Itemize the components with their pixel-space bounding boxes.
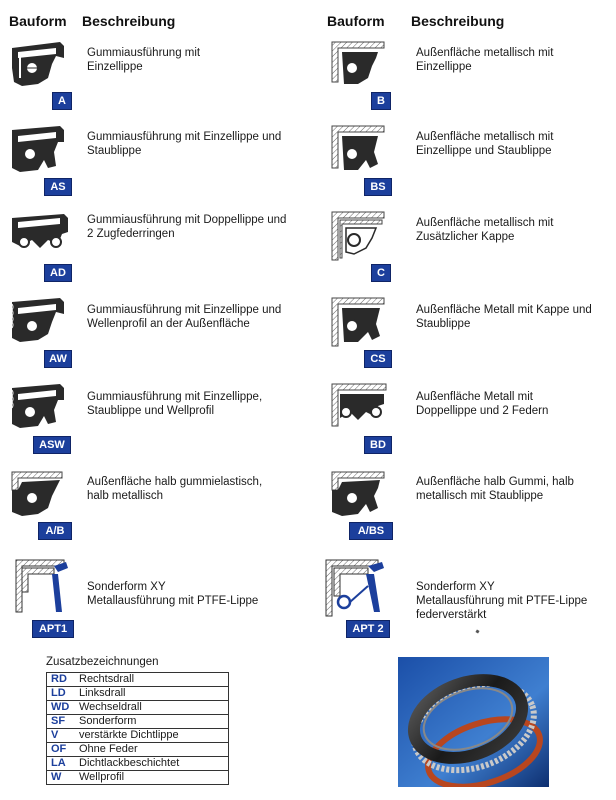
desc-a-b: Außenfläche halb gummielastisch, halb metallisch xyxy=(87,476,263,502)
desc-b: Außenfläche metallisch mit Einzellippe xyxy=(416,47,554,73)
seal-apt1 xyxy=(14,552,70,622)
badge-c: C xyxy=(371,264,391,282)
stray-mark xyxy=(475,629,479,633)
desc-asw: Gummiausführung mit Einzellippe, Staublippe und Wellprofil xyxy=(87,391,263,417)
badge-cs: CS xyxy=(364,350,392,368)
table-row: SF Sonderform xyxy=(47,715,229,729)
seal-cross-section-icon xyxy=(324,556,388,622)
desc-bs: Außenfläche metallisch mit Einzellippe und Staublippe xyxy=(416,131,554,157)
badge-a-bs: A/BS xyxy=(349,522,393,540)
table-row: W Wellprofil xyxy=(47,771,229,785)
header-bauform-right: Bauform xyxy=(327,13,385,29)
badge-a: A xyxy=(52,92,72,110)
desc-apt1: Sonderform XY Metallausführung mit PTFE-Lippe xyxy=(87,581,259,607)
desc-c: Außenfläche metallisch mit Zusätzlicher Kappe xyxy=(416,217,554,243)
badge-bs: BS xyxy=(364,178,392,196)
badge-ad: AD xyxy=(44,264,72,282)
desc-a-bs: Außenfläche halb Gummi, halb metallisch mit Staublippe xyxy=(416,476,574,502)
desc-a: Gummiausführung mit Einzellippe xyxy=(87,47,201,73)
table-row: WD Wechseldrall xyxy=(47,701,229,715)
table-row: LA Dichtlackbeschichtet xyxy=(47,757,229,771)
desc-apt2: Sonderform XY Metallausführung mit PTFE-Lippe federverstärkt xyxy=(416,581,588,621)
zusatz-table xyxy=(46,672,229,785)
header-bauform-left: Bauform xyxy=(9,13,67,29)
table-row: V verstärkte Dichtlippe xyxy=(47,729,229,743)
seal-apt2 xyxy=(324,556,388,622)
header-beschreibung-right: Beschreibung xyxy=(411,13,505,29)
badge-apt1: APT1 xyxy=(32,620,74,638)
table-row: RD Rechtsdrall xyxy=(47,673,229,687)
badge-apt2: APT 2 xyxy=(346,620,390,638)
desc-bd: Außenfläche Metall mit Doppellippe und 2 Federn xyxy=(416,391,549,417)
desc-cs: Außenfläche Metall mit Kappe und Staublippe xyxy=(416,304,592,330)
badge-a-b: A/B xyxy=(38,522,72,540)
desc-ad: Gummiausführung mit Doppellippe und 2 Zugfederringen xyxy=(87,214,287,240)
table-row: OF Ohne Feder xyxy=(47,743,229,757)
badge-bd: BD xyxy=(364,436,392,454)
seal-cross-section-icon xyxy=(14,552,70,622)
zusatz-title: Zusatzbezeichnungen xyxy=(46,656,159,668)
header-beschreibung-left: Beschreibung xyxy=(82,13,176,29)
oil-seal-rings-icon xyxy=(398,657,549,787)
badge-asw: ASW xyxy=(33,436,71,454)
seals-photo xyxy=(398,657,549,787)
desc-aw: Gummiausführung mit Einzellippe und Wellenprofil an der Außenfläche xyxy=(87,304,282,330)
desc-as: Gummiausführung mit Einzellippe und Staublippe xyxy=(87,131,282,157)
table-row: LD Linksdrall xyxy=(47,687,229,701)
badge-as: AS xyxy=(44,178,72,196)
badge-b: B xyxy=(371,92,391,110)
badge-aw: AW xyxy=(44,350,72,368)
